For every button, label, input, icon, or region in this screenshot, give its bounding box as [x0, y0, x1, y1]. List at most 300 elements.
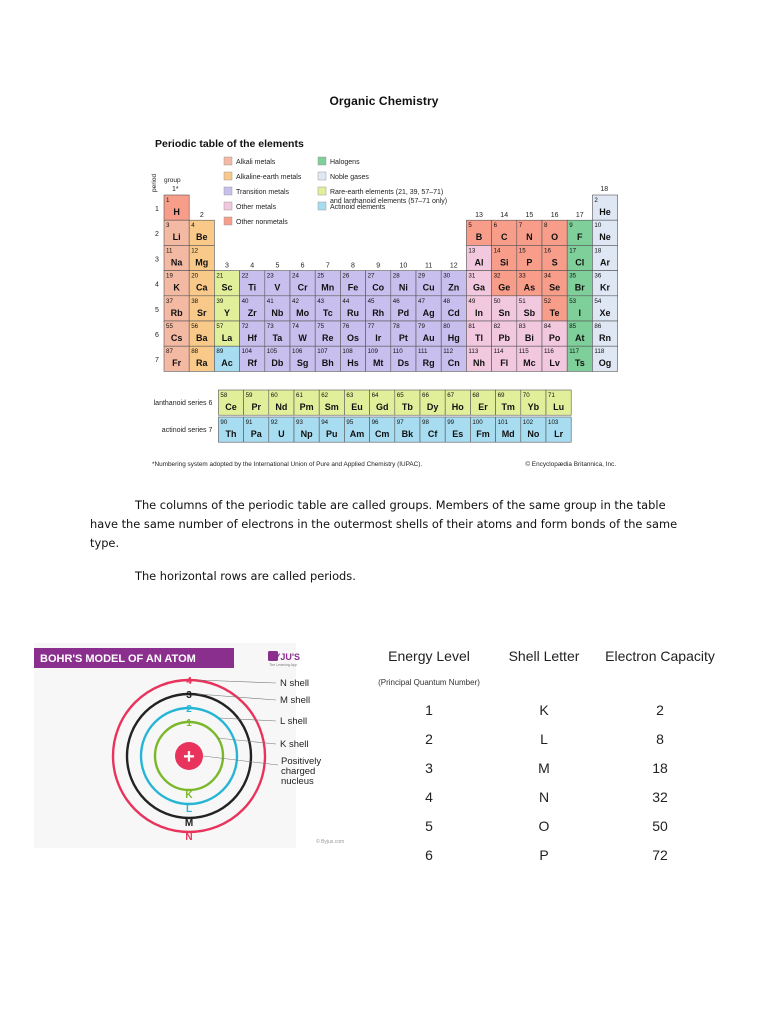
shell-letter: N: [185, 832, 193, 843]
element-symbol: O: [551, 232, 559, 243]
bohr-title: BOHR'S MODEL OF AN ATOM: [40, 653, 196, 665]
element-number: 53: [569, 297, 577, 305]
element-number: 24: [292, 272, 299, 280]
legend-swatch: [318, 187, 326, 195]
element-number: 100: [472, 419, 483, 426]
element-symbol: Bi: [524, 333, 534, 343]
element-number: 48: [443, 297, 451, 305]
element-number: 106: [292, 348, 303, 356]
element-symbol: Ce: [225, 402, 237, 412]
element-number: 51: [518, 297, 526, 305]
element-number: 63: [346, 392, 354, 399]
element-symbol: Ni: [398, 282, 408, 293]
element-number: 62: [321, 392, 329, 399]
element-symbol: As: [523, 282, 536, 293]
element-number: 8: [544, 222, 548, 230]
nucleus-label: Positively: [281, 756, 322, 767]
element-symbol: N: [526, 232, 533, 243]
element-number: 78: [392, 323, 400, 330]
electron-capacity-cell: 2: [656, 702, 664, 718]
electron-capacity-cell: 32: [652, 789, 668, 805]
element-number: 101: [497, 419, 508, 426]
element-number: 36: [594, 272, 602, 280]
element-symbol: Ho: [451, 402, 464, 412]
element-number: 85: [569, 323, 577, 330]
group-number: 3: [225, 262, 229, 270]
element-symbol: Lr: [554, 429, 564, 439]
shell-letter-cell: M: [538, 760, 550, 776]
element-number: 92: [270, 419, 278, 426]
element-number: 96: [371, 419, 379, 426]
element-symbol: Sr: [197, 307, 207, 318]
element-symbol: Pu: [326, 429, 338, 439]
group-number: 17: [575, 212, 584, 220]
element-symbol: Tb: [401, 402, 413, 412]
period-number: 3: [155, 256, 159, 264]
legend-swatch: [224, 157, 232, 165]
element-number: 76: [342, 323, 350, 330]
period-axis-label: period: [151, 173, 158, 192]
shell-letter-cell: L: [540, 731, 548, 747]
legend-swatch: [318, 157, 326, 165]
element-symbol: Kr: [599, 282, 611, 293]
element-number: 30: [443, 272, 451, 280]
energy-level-cell: 6: [425, 847, 433, 863]
legend-label: Transition metals: [236, 189, 290, 196]
group-number: 10: [399, 262, 408, 270]
element-number: 77: [367, 323, 375, 330]
element-number: 46: [392, 297, 400, 305]
element-symbol: Dy: [426, 402, 439, 412]
element-number: 80: [443, 323, 451, 330]
element-symbol: Ge: [498, 282, 511, 293]
element-symbol: Mo: [296, 307, 310, 318]
element-symbol: Hg: [447, 333, 460, 343]
element-number: 20: [191, 272, 199, 280]
group-number: 14: [500, 212, 509, 220]
element-symbol: Zr: [247, 307, 257, 318]
element-symbol: Nd: [275, 402, 288, 412]
group-number: 7: [325, 262, 330, 270]
element-number: 93: [296, 419, 303, 426]
element-symbol: Tl: [475, 333, 483, 343]
shell-number: 3: [186, 690, 192, 701]
element-number: 35: [569, 272, 577, 280]
legend-swatch: [318, 172, 326, 180]
energy-level-cell: 4: [425, 789, 433, 805]
element-number: 95: [346, 419, 354, 426]
element-symbol: Ba: [196, 333, 208, 343]
element-number: 105: [266, 348, 278, 356]
element-number: 58: [220, 392, 228, 399]
element-number: 54: [594, 297, 602, 305]
energy-level-cell: 3: [425, 760, 433, 776]
electron-capacity-cell: 18: [652, 760, 668, 776]
element-symbol: Hf: [247, 333, 257, 343]
element-number: 21: [216, 272, 224, 280]
element-number: 118: [594, 348, 605, 356]
shell-label: M shell: [280, 695, 311, 706]
period-number: 2: [155, 231, 159, 239]
group-number: 8: [351, 262, 355, 270]
shell-letter-cell: N: [538, 789, 550, 805]
element-symbol: Bh: [321, 358, 334, 369]
shell-number: 4: [186, 676, 192, 687]
element-symbol: Lv: [549, 358, 560, 369]
element-symbol: Sm: [324, 402, 339, 412]
element-symbol: H: [173, 207, 180, 217]
element-symbol: B: [475, 232, 483, 243]
element-symbol: Ti: [248, 282, 257, 293]
element-number: 88: [191, 348, 199, 356]
byjus-tagline: The Learning App: [269, 663, 297, 667]
shell-letter-cell: O: [538, 818, 550, 834]
element-symbol: Sg: [296, 358, 309, 369]
shell-label: N shell: [280, 678, 310, 689]
element-symbol: U: [278, 429, 285, 439]
element-symbol: Np: [300, 429, 313, 439]
element-symbol: Ga: [472, 282, 486, 293]
element-symbol: Fm: [476, 429, 490, 439]
element-number: 25: [317, 272, 325, 280]
periodic-table-figure: [148, 132, 622, 478]
element-symbol: Rf: [247, 358, 257, 369]
element-number: 5: [468, 222, 472, 230]
element-symbol: Cl: [575, 257, 585, 268]
element-symbol: No: [527, 429, 540, 439]
element-number: 109: [367, 348, 378, 356]
element-number: 13: [468, 247, 476, 255]
element-number: 22: [241, 272, 249, 280]
element-number: 113: [468, 348, 479, 356]
element-number: 27: [367, 272, 375, 280]
element-symbol: Rg: [422, 358, 435, 369]
legend-label: Alkali metals: [236, 159, 276, 166]
element-symbol: C: [500, 232, 508, 243]
element-number: 69: [497, 392, 505, 399]
element-number: 60: [270, 392, 278, 399]
element-symbol: Br: [574, 282, 585, 293]
element-number: 1: [166, 197, 170, 204]
group-number: 16: [550, 212, 559, 220]
nucleus-label: nucleus: [281, 776, 314, 787]
period-number: 4: [155, 281, 159, 289]
element-symbol: Sc: [221, 282, 233, 293]
element-symbol: Cd: [447, 307, 460, 318]
bohr-model-figure: [34, 643, 345, 848]
element-symbol: He: [599, 207, 611, 217]
element-symbol: Os: [346, 333, 360, 343]
element-symbol: Rb: [170, 307, 183, 318]
element-symbol: V: [274, 282, 281, 293]
element-number: 23: [266, 272, 274, 280]
element-number: 26: [342, 272, 350, 280]
element-number: 38: [191, 297, 199, 305]
header-subtitle: (Principal Quantum Number): [378, 678, 480, 687]
element-number: 111: [418, 348, 428, 356]
element-symbol: Xe: [599, 307, 611, 318]
element-symbol: Cf: [427, 429, 438, 439]
element-symbol: Ra: [196, 358, 208, 369]
element-number: 6: [493, 222, 498, 230]
element-number: 34: [544, 272, 551, 280]
element-number: 79: [418, 323, 425, 330]
element-symbol: S: [551, 257, 558, 268]
element-symbol: Ts: [574, 358, 585, 369]
element-number: 115: [518, 348, 529, 356]
element-number: 68: [472, 392, 480, 399]
element-number: 86: [594, 323, 602, 330]
element-number: 40: [241, 297, 249, 305]
element-symbol: Gd: [375, 402, 389, 412]
element-number: 37: [166, 297, 173, 305]
element-symbol: Mc: [523, 358, 536, 369]
element-number: 64: [371, 392, 379, 399]
element-number: 74: [292, 323, 299, 330]
element-number: 47: [418, 297, 425, 305]
element-number: 90: [220, 419, 228, 426]
element-number: 116: [544, 348, 554, 356]
electron-capacity-cell: 72: [652, 847, 668, 863]
element-symbol: La: [221, 333, 233, 343]
shell-label: K shell: [280, 739, 309, 750]
bohr-watermark: © Byjus.com: [316, 839, 345, 845]
element-number: 29: [418, 272, 425, 280]
nucleus-label: charged: [281, 766, 316, 777]
legend-label: and lanthanoid elements (57–71 only): [330, 198, 448, 205]
element-symbol: Zn: [448, 282, 460, 293]
element-number: 3: [166, 222, 170, 230]
element-number: 75: [317, 323, 325, 330]
element-number: 49: [468, 297, 476, 305]
element-number: 61: [296, 392, 303, 399]
group-number: 12: [449, 262, 458, 270]
bohr-background: [34, 643, 296, 848]
periodic-table-title: Periodic table of the elements: [155, 138, 304, 150]
element-symbol: Er: [478, 402, 488, 412]
element-number: 73: [266, 323, 274, 330]
element-number: 12: [191, 247, 199, 255]
element-symbol: F: [577, 232, 583, 243]
period-number: 7: [155, 357, 159, 365]
element-symbol: Pm: [299, 402, 314, 412]
electron-capacity-cell: 50: [652, 818, 668, 834]
group-number: 5: [275, 262, 280, 270]
element-number: 9: [569, 222, 573, 230]
element-symbol: Cu: [422, 282, 435, 293]
element-symbol: Al: [474, 257, 484, 268]
element-number: 28: [392, 272, 400, 280]
element-symbol: Mg: [195, 257, 209, 268]
element-number: 2: [594, 197, 598, 204]
credit: © Encyclopædia Britannica, Inc.: [525, 461, 616, 468]
group-number: 15: [525, 212, 534, 220]
legend-swatch: [224, 187, 232, 195]
element-number: 41: [266, 297, 274, 305]
element-number: 39: [216, 297, 224, 305]
element-symbol: Mn: [321, 282, 335, 293]
element-number: 32: [493, 272, 501, 280]
element-symbol: Cs: [170, 333, 183, 343]
group-number: 6: [300, 262, 305, 270]
element-number: 89: [216, 348, 224, 356]
element-number: 66: [422, 392, 429, 399]
element-symbol: Eu: [351, 402, 363, 412]
element-symbol: Lu: [553, 402, 565, 412]
element-number: 50: [493, 297, 501, 305]
element-number: 71: [548, 392, 555, 399]
element-number: 16: [544, 247, 551, 255]
element-number: 4: [191, 222, 195, 230]
element-number: 83: [518, 323, 526, 330]
shell-label: L shell: [280, 716, 308, 727]
document-title: Organic Chemistry: [329, 94, 439, 108]
shell-number: 1: [186, 718, 192, 729]
element-symbol: Y: [223, 307, 231, 318]
element-number: 108: [342, 348, 353, 356]
element-number: 117: [569, 348, 580, 356]
element-symbol: Cn: [447, 358, 460, 369]
element-symbol: Md: [501, 429, 515, 439]
element-number: 70: [522, 392, 530, 399]
element-symbol: Ir: [375, 333, 382, 343]
element-symbol: Te: [549, 307, 560, 318]
element-symbol: Ds: [397, 358, 410, 369]
element-symbol: Am: [349, 429, 365, 439]
group-number: 9: [376, 262, 381, 270]
nucleus-symbol: +: [183, 746, 195, 768]
energy-level-cell: 2: [425, 731, 433, 747]
element-number: 33: [518, 272, 526, 280]
element-number: 52: [544, 297, 551, 305]
element-symbol: Th: [225, 429, 237, 439]
shell-letter-cell: P: [539, 847, 549, 863]
group-number: 13: [475, 212, 483, 220]
element-symbol: Sb: [523, 307, 536, 318]
element-symbol: Ac: [221, 358, 233, 369]
element-number: 59: [245, 392, 253, 399]
element-symbol: Si: [499, 257, 509, 268]
element-number: 103: [548, 419, 559, 426]
energy-level-cell: 1: [425, 702, 433, 718]
element-number: 17: [569, 247, 577, 255]
legend-swatch: [318, 202, 326, 210]
element-number: 102: [522, 419, 534, 426]
shell-letter: M: [184, 818, 194, 829]
element-number: 67: [447, 392, 455, 399]
element-symbol: Ta: [272, 333, 283, 343]
element-symbol: Ne: [599, 232, 611, 243]
period-number: 6: [155, 332, 159, 339]
legend-label: Noble gases: [330, 174, 369, 181]
element-number: 55: [166, 323, 173, 330]
element-symbol: Ca: [196, 282, 208, 293]
group-number: 18: [600, 186, 609, 193]
element-symbol: Cr: [297, 282, 308, 293]
element-symbol: Ag: [422, 307, 435, 318]
element-number: 43: [317, 297, 325, 305]
energy-level-cell: 5: [425, 818, 433, 834]
element-symbol: Pb: [498, 333, 510, 343]
element-number: 57: [216, 323, 224, 330]
group-number: 2: [199, 212, 204, 220]
element-symbol: Re: [322, 333, 334, 343]
element-symbol: Po: [548, 333, 561, 343]
element-number: 94: [321, 419, 329, 426]
element-symbol: P: [526, 257, 533, 268]
element-symbol: Nh: [473, 358, 485, 369]
element-symbol: Se: [549, 282, 561, 293]
element-number: 45: [367, 297, 375, 305]
legend-label: Other nonmetals: [236, 219, 288, 226]
element-symbol: In: [475, 307, 483, 318]
element-symbol: Sn: [498, 307, 510, 318]
shell-table: [366, 648, 732, 878]
element-symbol: Pt: [398, 333, 408, 343]
element-symbol: Ru: [347, 307, 359, 318]
electron-capacity-cell: 8: [656, 731, 664, 747]
element-number: 10: [594, 222, 602, 230]
element-number: 110: [392, 348, 403, 356]
legend-label: Alkaline-earth metals: [236, 174, 302, 181]
element-number: 104: [241, 348, 252, 356]
shell-letter: K: [185, 790, 193, 801]
shell-letter: L: [185, 804, 193, 815]
legend-label: Rare-earth elements (21, 39, 57–71): [330, 189, 444, 196]
element-symbol: Nb: [271, 307, 284, 318]
element-number: 14: [493, 247, 501, 255]
paragraph-periods: The horizontal rows are called periods.: [135, 569, 356, 583]
actinoid-series-label: actinoid series 7: [161, 427, 213, 434]
group-number: 1*: [172, 186, 179, 193]
element-symbol: K: [173, 282, 180, 293]
element-number: 42: [292, 297, 299, 305]
element-symbol: Pd: [397, 307, 410, 318]
group-label: group: [164, 177, 181, 184]
element-number: 72: [241, 323, 249, 330]
element-number: 18: [594, 247, 602, 255]
element-symbol: Be: [196, 232, 208, 243]
element-symbol: Fl: [500, 358, 509, 369]
element-symbol: Co: [372, 282, 385, 293]
header-shell-letter: Shell Letter: [508, 648, 580, 664]
legend-label: Other metals: [236, 204, 277, 211]
legend-swatch: [224, 202, 232, 210]
shell-letter-cell: K: [539, 702, 549, 718]
element-number: 87: [166, 348, 173, 356]
element-number: 7: [518, 222, 523, 230]
element-number: 44: [342, 297, 350, 305]
shell-number: 2: [186, 704, 192, 715]
header-energy-level: Energy Level: [388, 648, 470, 664]
footnote: *Numbering system adopted by the International Union of Pure and Applied Chemistry (IUPAC).: [152, 461, 423, 468]
element-symbol: Tc: [322, 307, 333, 318]
element-symbol: Yb: [527, 402, 540, 412]
element-symbol: W: [298, 333, 307, 343]
header-electron-capacity: Electron Capacity: [605, 648, 715, 664]
legend-label: Actinoid elements: [330, 204, 386, 211]
element-number: 112: [443, 348, 454, 356]
element-symbol: Ar: [599, 257, 611, 268]
group-number: 11: [424, 262, 433, 270]
element-symbol: Hs: [347, 358, 359, 369]
legend-label: Halogens: [330, 159, 360, 166]
element-symbol: Rh: [372, 307, 385, 318]
period-number: 5: [155, 306, 159, 314]
element-number: 15: [518, 247, 526, 255]
element-number: 56: [191, 323, 199, 330]
element-symbol: Na: [170, 257, 183, 268]
